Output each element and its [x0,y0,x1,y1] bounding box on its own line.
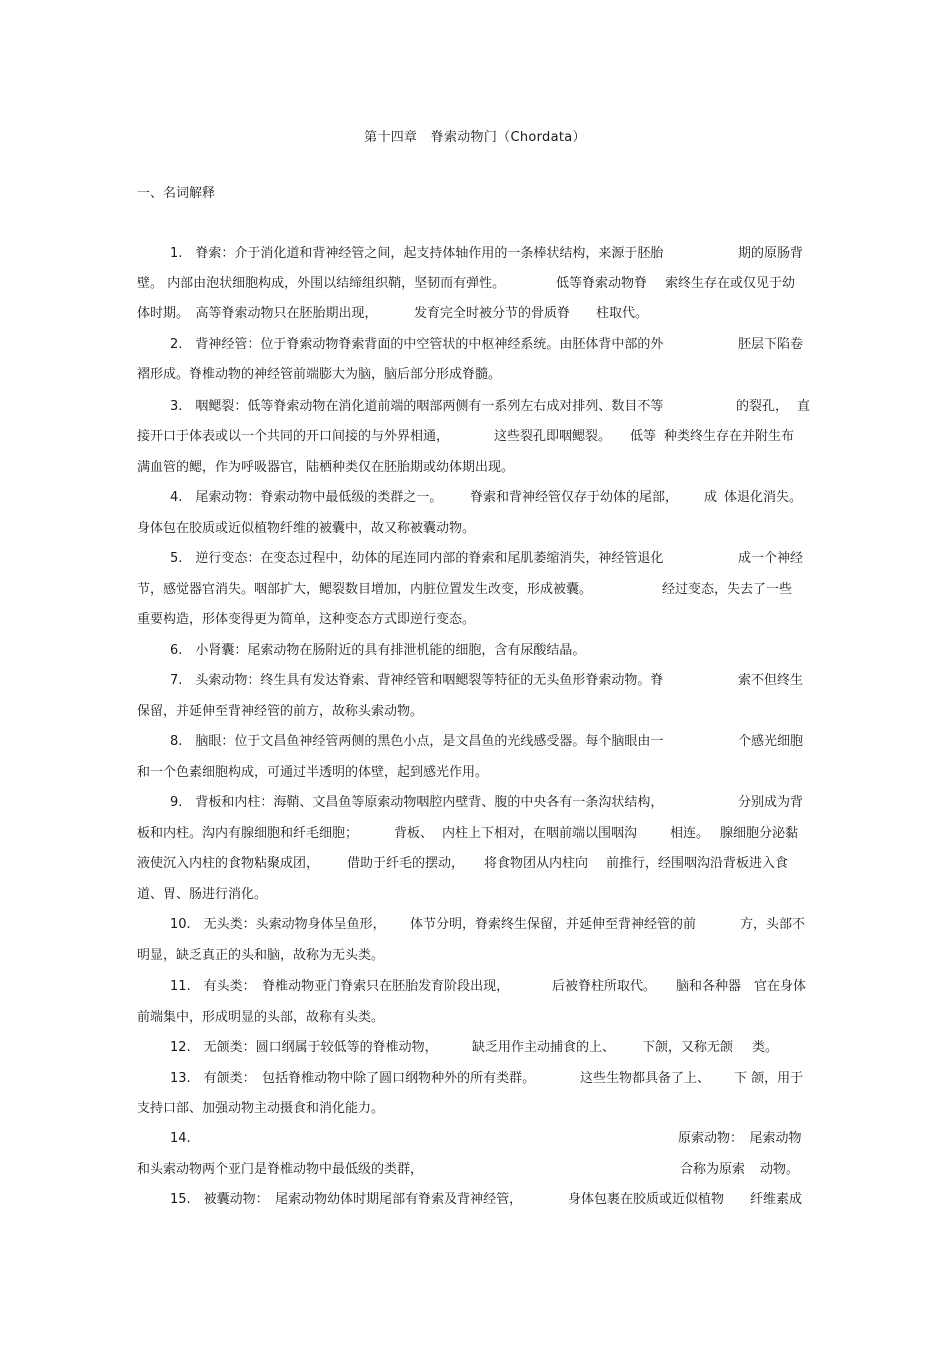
text-segment: 壁。 内部由泡状细胞构成，外围以结缔组织鞘，坚韧而有弹性。 [137,276,506,291]
text-segment: 下颌，又称无颌 [642,1040,734,1055]
text-segment: 10. 无头类：头索动物身体呈鱼形， [170,917,386,932]
text-segment: 后被脊柱所取代。 [552,979,657,994]
text-line [0,914,950,936]
text-line [0,976,950,998]
text-line [0,487,950,509]
text-segment: 体时期。 高等脊索动物只在胚胎期出现， [137,306,378,321]
text-segment: 原索动物： 尾索动物 [678,1131,802,1146]
text-line [0,884,950,906]
text-segment: 身体包裹在胶质或近似植物 [568,1192,725,1207]
text-segment: 纤维素成 [750,1192,803,1207]
text-segment: 这些生物都具备了上、 [580,1071,711,1086]
text-segment: 动物。 [760,1162,800,1177]
text-segment: 支持口部、加强动物主动摄食和消化能力。 [137,1101,385,1116]
text-segment: 索不但终生 [738,673,804,688]
text-line [0,1189,950,1211]
text-line [0,548,950,570]
text-segment: 官在身体 [754,979,807,994]
text-segment: 节，感觉器官消失。咽部扩大，鳃裂数目增加，内脏位置发生改变，形成被囊。 [137,582,593,597]
text-line [0,701,950,723]
text-line [0,640,950,662]
text-segment: 2. 背神经管：位于脊索动物脊索背面的中空管状的中枢神经系统。由胚体背中部的外 [170,337,664,352]
text-segment: 下 颌，用于 [734,1071,804,1086]
text-segment: 脊索和背神经管仅存于幼体的尾部， [470,490,679,505]
text-segment: 内柱上下相对，在咽前端以围咽沟 [442,826,638,841]
text-segment: 种类终生存在并附生布 [664,429,795,444]
text-line [0,518,950,540]
text-line [0,334,950,356]
text-segment: 6. 小肾囊：尾索动物在肠附近的具有排泄机能的细胞，含有尿酸结晶。 [170,643,586,658]
text-segment: 直 [797,399,811,414]
text-segment: 5. 逆行变态：在变态过程中，幼体的尾连同内部的脊索和尾肌萎缩消失，神经管退化 [170,551,664,566]
text-segment: 发育完全时被分节的骨质脊 [414,306,571,321]
text-segment: 和头索动物两个亚门是脊椎动物中最低级的类群， [137,1162,424,1177]
text-segment: 方，头部不 [740,917,806,932]
text-segment: 索终生存在或仅见于幼 [665,276,796,291]
text-segment: 15. 被囊动物： 尾索动物幼体时期尾部有脊索及背神经管， [170,1192,523,1207]
text-segment: 个感光细胞 [738,734,804,749]
text-segment: 明显，缺乏真正的头和脑，故称为无头类。 [137,948,385,963]
text-segment: 分别成为背 [738,795,804,810]
text-segment: 9. 背板和内柱：海鞘、文昌鱼等原索动物咽腔内壁背、腹的中央各有一条沟状结构， [170,795,664,810]
text-line [0,396,950,418]
text-segment: 类。 [752,1040,779,1055]
text-segment: 前端集中，形成明显的头部，故称有头类。 [137,1010,385,1025]
text-segment: 板和内柱。沟内有腺细胞和纤毛细胞； [137,826,359,841]
text-line [0,945,950,967]
text-segment: 身体包在胶质或近似植物纤维的被囊中，故又称被囊动物。 [137,521,476,536]
text-segment: 相连。 [670,826,710,841]
text-line [0,853,950,875]
text-line [0,792,950,814]
text-line [0,1128,950,1150]
text-line [0,364,950,386]
text-segment: 成 [704,490,718,505]
text-segment: 和一个色素细胞构成，可通过半透明的体壁，起到感光作用。 [137,765,489,780]
text-segment: 胚层下陷卷 [738,337,804,352]
text-segment: 保留，并延伸至背神经管的前方，故称头索动物。 [137,704,424,719]
text-line [0,1007,950,1029]
text-line [0,1037,950,1059]
text-segment: 11. 有头类： 脊椎动物亚门脊索只在胚胎发育阶段出现， [170,979,510,994]
text-line [0,1159,950,1181]
text-segment: 低等 [630,429,657,444]
text-segment: 经过变态，失去了一些 [662,582,793,597]
text-line [0,823,950,845]
text-segment: 1. 脊索：介于消化道和背神经管之间，起支持体轴作用的一条棒状结构，来源于胚胎 [170,246,664,261]
text-segment: 合称为原索 [680,1162,746,1177]
text-segment: 体节分明，脊索终生保留，并延伸至背神经管的前 [410,917,697,932]
text-segment: 4. 尾索动物：脊索动物中最低级的类群之一。 [170,490,443,505]
text-segment: 缺乏用作主动捕食的上、 [472,1040,616,1055]
chapter-title: 第十四章 脊索动物门（Chordata） [364,130,586,145]
text-line [0,426,950,448]
text-segment: 7. 头索动物：终生具有发达脊索、背神经管和咽鳃裂等特征的无头鱼形脊索动物。脊 [170,673,664,688]
text-segment: 12. 无颌类：圆口纲属于较低等的脊椎动物， [170,1040,438,1055]
text-line [0,243,950,265]
text-segment: 低等脊索动物脊 [556,276,648,291]
text-line [0,1098,950,1120]
text-line [0,609,950,631]
text-segment: 前推行，经围咽沟沿背板进入食 [606,856,789,871]
text-segment: 这些裂孔即咽鳃裂。 [494,429,612,444]
text-segment: 借助于纤毛的摆动， [347,856,465,871]
text-segment: 成一个神经 [738,551,804,566]
text-segment: 褶形成。脊椎动物的神经管前端膨大为脑，脑后部分形成脊髓。 [137,367,502,382]
text-segment: 满血管的鳃，作为呼吸器官，陆栖种类仅在胚胎期或幼体期出现。 [137,460,515,475]
text-segment: 柱取代。 [596,306,649,321]
text-segment: 道、胃、肠进行消化。 [137,887,268,902]
text-segment: 期的原肠背 [738,246,804,261]
section-heading: 一、名词解释 [137,186,216,201]
text-segment: 液使沉入内柱的食物粘聚成团， [137,856,320,871]
text-line [0,762,950,784]
text-segment: 体退化消失。 [724,490,803,505]
text-segment: 背板、 [394,826,434,841]
text-line [0,303,950,325]
text-segment: 腺细胞分泌黏 [720,826,799,841]
text-line [0,731,950,753]
text-line [0,457,950,479]
text-segment: 3. 咽鳃裂：低等脊索动物在消化道前端的咽部两侧有一系列左右成对排列、数目不等 [170,399,664,414]
text-line [0,670,950,692]
text-segment: 8. 脑眼：位于文昌鱼神经管两侧的黑色小点，是文昌鱼的光线感受器。每个脑眼由一 [170,734,664,749]
text-line [0,273,950,295]
text-segment: 重要构造，形体变得更为简单，这种变态方式即逆行变态。 [137,612,476,627]
text-segment: 接开口于体表或以一个共同的开口间接的与外界相通， [137,429,450,444]
text-segment: 脑和各种器 [676,979,742,994]
text-segment: 将食物团从内柱向 [484,856,589,871]
text-segment: 13. 有颌类： 包括脊椎动物中除了圆口纲物种外的所有类群。 [170,1071,536,1086]
text-segment: 的裂孔， [736,399,789,414]
text-line [0,1068,950,1090]
text-segment: 14. [170,1131,191,1146]
text-line [0,579,950,601]
